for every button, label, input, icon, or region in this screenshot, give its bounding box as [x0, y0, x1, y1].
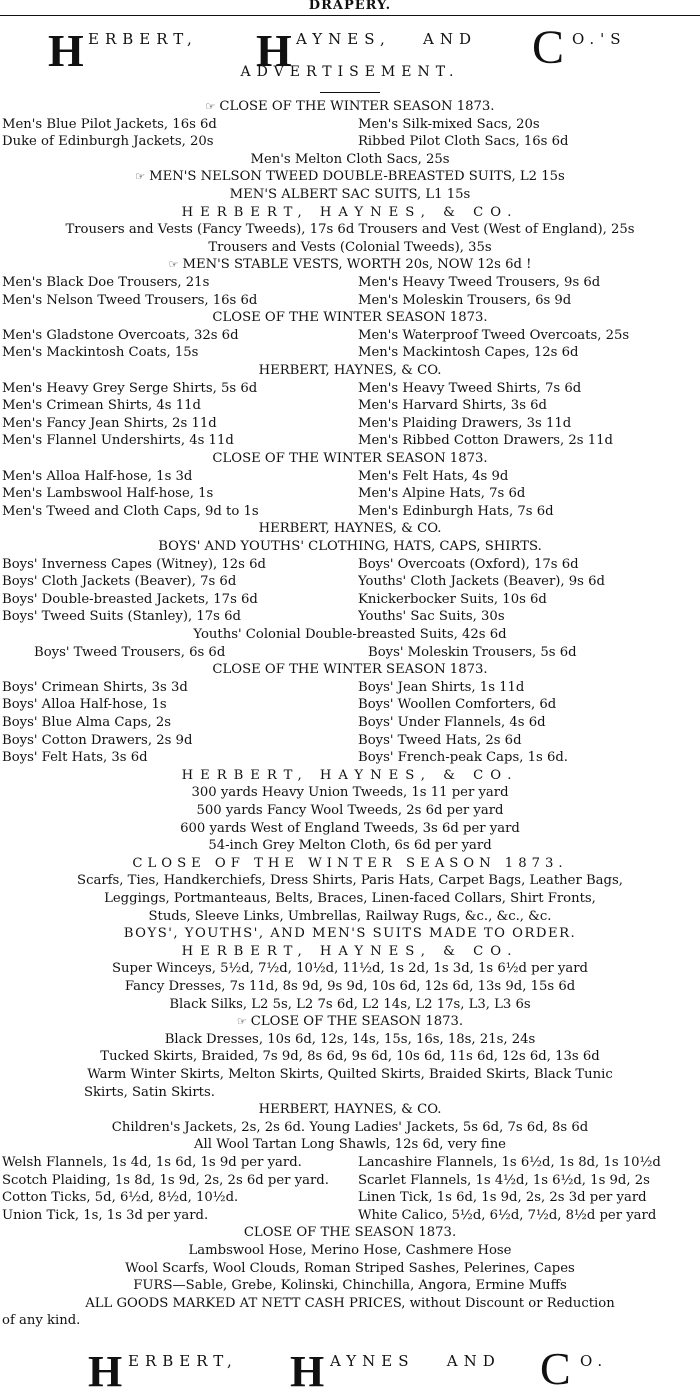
right-column-text: Lancashire Flannels, 1s 6½d, 1s 8d, 1s 10½d: [358, 1155, 661, 1170]
listing-line: [0, 327, 700, 345]
section-heading: DRAPERY.: [308, 0, 392, 13]
listing-line: [0, 696, 700, 714]
listing-line: [0, 749, 700, 767]
centered-text: [0, 996, 700, 1014]
left-column-text: Men's Flannel Undershirts, 4s 11d: [2, 433, 234, 449]
right-column-text: Men's Felt Hats, 4s 9d: [358, 468, 509, 484]
centered-text: [0, 802, 700, 820]
left-column-text: Boys' Double-breasted Jackets, 17s 6d: [2, 591, 258, 607]
line-text: HERBERT, HAYNES, & CO.: [258, 521, 442, 537]
left-column-text: Men's Lambswool Half-hose, 1s: [2, 486, 214, 502]
listing-line: [0, 503, 700, 521]
centered-text: [0, 1136, 700, 1154]
listing-line: [0, 767, 700, 785]
pointing-hand-icon: ☞: [236, 1015, 247, 1029]
centered-text: [0, 1119, 700, 1137]
listing-line: [0, 1224, 700, 1242]
listing-line: [0, 872, 700, 890]
listing-line: [0, 256, 700, 274]
line-text: Studs, Sleeve Links, Umbrellas, Railway Rugs, &c., &c., &c.: [148, 908, 552, 924]
left-column-text: Men's Crimean Shirts, 4s 11d: [2, 398, 201, 414]
line-text: HERBERT, HAYNES, & CO.: [181, 767, 519, 783]
left-column-text: Men's Alloa Half-hose, 1s 3d: [2, 468, 193, 484]
centered-text: [0, 1048, 700, 1066]
listing-line: [0, 1013, 700, 1031]
listing-line: [0, 626, 700, 644]
centered-text: [0, 626, 700, 644]
right-column-text: Men's Alpine Hats, 7s 6d: [358, 486, 526, 502]
right-column-text: Linen Tick, 1s 6d, 1s 9d, 2s, 2s 3d per yard: [358, 1190, 647, 1206]
right-column-text: Youths' Sac Suits, 30s: [358, 609, 505, 625]
line-text: ALL GOODS MARKED AT NETT CASH PRICES, without Discount or Reduction: [85, 1295, 615, 1311]
centered-text: [0, 538, 700, 556]
line-text: HERBERT, HAYNES, & CO.: [181, 943, 519, 959]
listing-line: [0, 679, 700, 697]
listing-line: [0, 485, 700, 503]
listing-line: [0, 380, 700, 398]
right-column-text: White Calico, 5½d, 6½d, 7½d, 8½d per yard: [358, 1207, 657, 1223]
left-column-text: Men's Fancy Jean Shirts, 2s 11d: [2, 415, 217, 431]
masthead-subtitle: ADVERTISEMENT.: [240, 64, 460, 80]
left-column-text: Men's Mackintosh Coats, 15s: [2, 345, 199, 361]
line-text: 500 yards Fancy Wool Tweeds, 2s 6d per yard: [196, 803, 504, 818]
right-column-text: Men's Mackintosh Capes, 12s 6d: [358, 345, 579, 361]
left-column-text: Scotch Plaiding, 1s 8d, 1s 9d, 2s, 2s 6d per yard.: [2, 1172, 329, 1188]
listing-line: [0, 908, 700, 926]
centered-text: [0, 1295, 700, 1313]
listing-line: [0, 978, 700, 996]
centered-text: [0, 450, 700, 468]
centered-text: [0, 1224, 700, 1242]
listing-line: [0, 1242, 700, 1260]
left-column-text: Men's Blue Pilot Jackets, 16s 6d: [2, 116, 217, 132]
line-text: BOYS', YOUTHS', AND MEN'S SUITS MADE TO ORDER.: [123, 926, 577, 942]
footer-word-haynes: AYNES AND: [330, 1352, 501, 1370]
listing-line: [0, 820, 700, 838]
footer-word-herbert: ERBERT,: [128, 1352, 238, 1370]
masthead-initial-h: H: [48, 25, 84, 76]
listing-line: [0, 855, 700, 873]
left-column-text: Union Tick, 1s, 1s 3d per yard.: [2, 1207, 209, 1223]
centered-text: [0, 1242, 700, 1260]
left-column-text: Men's Tweed and Cloth Caps, 9d to 1s: [2, 503, 259, 519]
listing-line: [0, 732, 700, 750]
centered-text: [0, 784, 700, 802]
listing-line: [0, 573, 700, 591]
line-text: Trousers and Vests (Fancy Tweeds), 17s 6d Trousers and Vest (West of England), 25s: [65, 222, 635, 238]
centered-text: [0, 943, 700, 961]
left-column-text: Boys' Inverness Capes (Witney), 12s 6d: [2, 556, 266, 572]
left-column-text: Boys' Tweed Trousers, 6s 6d: [34, 644, 226, 660]
line-text: Scarfs, Ties, Handkerchiefs, Dress Shirts, Paris Hats, Carpet Bags, Leather Bags,: [77, 873, 623, 889]
line-text: HERBERT, HAYNES, & CO.: [181, 204, 519, 220]
line-text: HERBERT, HAYNES, & CO.: [258, 1102, 442, 1118]
left-column-text: Boys' Cloth Jackets (Beaver), 7s 6d: [2, 574, 237, 590]
right-column-text: Knickerbocker Suits, 10s 6d: [358, 591, 547, 607]
masthead-initial-c: C: [532, 21, 565, 74]
listing-line: [0, 98, 700, 116]
centered-text: [0, 925, 700, 943]
listing-line: [0, 837, 700, 855]
listing-line: [0, 714, 700, 732]
centered-text: [0, 1277, 700, 1295]
listing-line: [0, 1277, 700, 1295]
listing-line: [0, 1084, 700, 1102]
line-text: All Wool Tartan Long Shawls, 12s 6d, very fine: [193, 1137, 506, 1153]
line-text: Wool Scarfs, Wool Clouds, Roman Striped Sashes, Pelerines, Capes: [125, 1260, 575, 1276]
right-column-text: Boys' French-peak Caps, 1s 6d.: [358, 750, 568, 766]
listing-line: [0, 1154, 700, 1172]
right-column-text: Boys' Woollen Comforters, 6d: [358, 697, 557, 713]
line-text: Black Silks, L2 5s, L2 7s 6d, L2 14s, L2 17s, L3, L3 6s: [169, 996, 531, 1012]
centered-text: [0, 661, 700, 679]
centered-text: [0, 1101, 700, 1119]
listing-line: [0, 520, 700, 538]
line-text: 600 yards West of England Tweeds, 3s 6d per yard: [180, 820, 520, 836]
pointing-hand-icon: ☞: [205, 100, 216, 113]
pointing-hand-icon: ☞: [135, 170, 146, 184]
masthead-initial-h2: H: [256, 25, 292, 76]
listing-line: [0, 1031, 700, 1049]
listing-line: [0, 432, 700, 450]
subtitle-rule: [320, 92, 380, 93]
masthead-word-herbert: ERBERT,: [88, 30, 198, 48]
centered-text: [0, 309, 700, 327]
footer-initial-h: H: [88, 1347, 123, 1396]
centered-text: [0, 890, 700, 908]
line-text: MEN'S STABLE VESTS, WORTH 20s, NOW 12s 6d !: [182, 257, 532, 273]
line-text: CLOSE OF THE WINTER SEASON 1873.: [219, 99, 495, 114]
listing-line: [0, 1048, 700, 1066]
centered-text: [0, 908, 700, 926]
right-column-text: Men's Moleskin Trousers, 6s 9d: [358, 292, 572, 308]
listing-line: [0, 538, 700, 556]
left-column-text: Boys' Tweed Suits (Stanley), 17s 6d: [2, 609, 241, 625]
right-column-text: Ribbed Pilot Cloth Sacs, 16s 6d: [358, 134, 569, 150]
centered-text: [0, 362, 700, 380]
listing-line: [0, 151, 700, 169]
left-column-text: Cotton Ticks, 5d, 6½d, 8½d, 10½d.: [2, 1190, 239, 1206]
centered-text: [0, 1031, 700, 1049]
line-text: 300 yards Heavy Union Tweeds, 1s 11 per yard: [191, 785, 509, 801]
right-column-text: Boys' Under Flannels, 4s 6d: [358, 715, 546, 730]
centered-text: [0, 1066, 700, 1084]
listing-line: [0, 221, 700, 239]
listing-line: [0, 890, 700, 908]
centered-text: [0, 168, 700, 186]
line-text: HERBERT, HAYNES, & CO.: [258, 363, 442, 378]
listing-line: [0, 608, 700, 626]
centered-text: [0, 978, 700, 996]
left-column-text: Skirts, Satin Skirts.: [84, 1084, 215, 1100]
line-text: FURS—Sable, Grebe, Kolinski, Chinchilla, Angora, Ermine Muffs: [133, 1278, 567, 1294]
listing-line: [0, 450, 700, 468]
line-text: CLOSE OF THE SEASON 1873.: [243, 1225, 457, 1241]
masthead-word-haynes: AYNES, AND: [296, 30, 477, 48]
top-rule: [0, 15, 700, 16]
left-column-text: Duke of Edinburgh Jackets, 20s: [2, 134, 214, 150]
left-column-text: Boys' Cotton Drawers, 2s 9d: [2, 732, 193, 748]
right-column-text: Boys' Tweed Hats, 2s 6d: [358, 732, 522, 748]
line-text: Black Dresses, 10s 6d, 12s, 14s, 15s, 16s, 18s, 21s, 24s: [164, 1031, 536, 1047]
left-column-text: Boys' Blue Alma Caps, 2s: [2, 715, 172, 730]
listing-line: [0, 1101, 700, 1119]
left-column-text: Boys' Crimean Shirts, 3s 3d: [2, 679, 188, 695]
listing-line: [0, 239, 700, 257]
right-column-text: Men's Heavy Tweed Shirts, 7s 6d: [358, 380, 582, 396]
line-text: Children's Jackets, 2s, 2s 6d. Young Ladies' Jackets, 5s 6d, 7s 6d, 8s 6d: [111, 1119, 589, 1135]
right-column-text: Men's Edinburgh Hats, 7s 6d: [358, 503, 554, 519]
listing-line: [0, 1207, 700, 1225]
listing-line: [0, 1295, 700, 1313]
centered-text: [0, 256, 700, 274]
listing-line: [0, 397, 700, 415]
left-column-text: Boys' Felt Hats, 3s 6d: [2, 750, 148, 766]
centered-text: [0, 239, 700, 257]
line-text: Super Winceys, 5½d, 7½d, 10½d, 11½d, 1s 2d, 1s 3d, 1s 6½d per yard: [112, 961, 588, 977]
listing-line: [0, 556, 700, 574]
listing-line: [0, 784, 700, 802]
right-column-text: Youths' Cloth Jackets (Beaver), 9s 6d: [358, 574, 605, 590]
centered-text: [0, 520, 700, 538]
line-text: Leggings, Portmanteaus, Belts, Braces, Linen-faced Collars, Shirt Fronts,: [104, 891, 596, 906]
centered-text: [0, 820, 700, 838]
right-column-text: Men's Ribbed Cotton Drawers, 2s 11d: [358, 433, 613, 449]
line-text: MEN'S ALBERT SAC SUITS, L1 15s: [229, 187, 471, 202]
right-column-text: Men's Waterproof Tweed Overcoats, 25s: [358, 327, 630, 343]
listing-line: [0, 644, 700, 662]
listing-line: [0, 1189, 700, 1207]
centered-text: [0, 221, 700, 239]
listing-line: [0, 1172, 700, 1190]
line-text: Tucked Skirts, Braided, 7s 9d, 8s 6d, 9s 6d, 10s 6d, 11s 6d, 12s 6d, 13s 6d: [100, 1049, 600, 1065]
line-text: Youths' Colonial Double-breasted Suits, 42s 6d: [193, 627, 507, 642]
centered-text: [0, 186, 700, 204]
listing-line: [0, 274, 700, 292]
listing-line: [0, 943, 700, 961]
centered-text: [0, 767, 700, 785]
listing-line: [0, 344, 700, 362]
line-text: Fancy Dresses, 7s 11d, 8s 9d, 9s 9d, 10s 6d, 12s 6d, 13s 9d, 15s 6d: [124, 979, 576, 994]
right-column-text: Boys' Overcoats (Oxford), 17s 6d: [358, 556, 579, 572]
listing-line: [0, 186, 700, 204]
left-column-text: of any kind.: [2, 1313, 81, 1329]
listing-line: [0, 133, 700, 151]
line-text: CLOSE OF THE WINTER SEASON 1873.: [212, 310, 488, 326]
centered-text: [0, 837, 700, 855]
footer-word-co: O.: [580, 1352, 609, 1370]
line-text: MEN'S NELSON TWEED DOUBLE-BREASTED SUITS, L2 15s: [149, 169, 565, 185]
listing-line: [0, 1136, 700, 1154]
line-text: Men's Melton Cloth Sacs, 25s: [250, 151, 450, 167]
left-column-text: Welsh Flannels, 1s 4d, 1s 6d, 1s 9d per yard.: [2, 1155, 302, 1170]
right-column-text: Boys' Jean Shirts, 1s 11d: [358, 679, 525, 695]
right-column-text: Men's Plaiding Drawers, 3s 11d: [358, 415, 572, 431]
footer-initial-c: C: [540, 1343, 571, 1394]
listing-line: [0, 925, 700, 943]
line-text: BOYS' AND YOUTHS' CLOTHING, HATS, CAPS, SHIRTS.: [158, 539, 542, 554]
pointing-hand-icon: ☞: [168, 258, 179, 272]
footer-signature: [0, 1343, 700, 1396]
centered-text: [0, 151, 700, 169]
listing-line: [0, 1260, 700, 1278]
left-column-text: Men's Black Doe Trousers, 21s: [2, 275, 210, 290]
right-column-text: Boys' Moleskin Trousers, 5s 6d: [368, 644, 577, 660]
listing-line: [0, 415, 700, 433]
listing-line: [0, 292, 700, 310]
listing-line: [0, 960, 700, 978]
listing-line: [0, 362, 700, 380]
listing-line: [0, 1119, 700, 1137]
listing-line: [0, 1066, 700, 1084]
listing-line: [0, 661, 700, 679]
centered-text: [0, 872, 700, 890]
masthead: [0, 18, 700, 98]
centered-text: [0, 960, 700, 978]
centered-text: [0, 204, 700, 222]
left-column-text: Men's Gladstone Overcoats, 32s 6d: [2, 327, 239, 343]
listing-line: [0, 996, 700, 1014]
listing-line: [0, 468, 700, 486]
centered-text: [0, 1260, 700, 1278]
right-column-text: Men's Heavy Tweed Trousers, 9s 6d: [358, 275, 601, 290]
line-text: 54-inch Grey Melton Cloth, 6s 6d per yard: [208, 838, 492, 854]
line-text: Trousers and Vests (Colonial Tweeds), 35s: [208, 239, 492, 255]
listing-line: [0, 591, 700, 609]
listing-line: [0, 116, 700, 134]
right-column-text: Men's Silk-mixed Sacs, 20s: [358, 116, 540, 132]
masthead-word-cos: O.'S: [572, 30, 627, 48]
listing-line: [0, 802, 700, 820]
listing-line: [0, 168, 700, 186]
line-text: CLOSE OF THE WINTER SEASON 1873.: [212, 451, 488, 466]
right-column-text: Men's Harvard Shirts, 3s 6d: [358, 398, 547, 414]
listing-line: [0, 309, 700, 327]
centered-text: [0, 855, 700, 873]
right-column-text: Scarlet Flannels, 1s 4½d, 1s 6½d, 1s 9d, 2s: [358, 1172, 650, 1188]
line-text: CLOSE OF THE WINTER SEASON 1873.: [132, 855, 568, 871]
line-text: CLOSE OF THE WINTER SEASON 1873.: [212, 662, 488, 678]
left-column-text: Men's Nelson Tweed Trousers, 16s 6d: [2, 292, 258, 308]
line-text: Lambswool Hose, Merino Hose, Cashmere Hose: [188, 1243, 512, 1258]
line-text: CLOSE OF THE SEASON 1873.: [250, 1014, 464, 1030]
centered-text: [0, 1013, 700, 1031]
centered-text: [0, 98, 700, 116]
listing-line: [0, 1312, 700, 1330]
left-column-text: Boys' Alloa Half-hose, 1s: [2, 697, 167, 713]
left-column-text: Men's Heavy Grey Serge Shirts, 5s 6d: [2, 380, 258, 396]
listing-line: [0, 204, 700, 222]
line-text: Warm Winter Skirts, Melton Skirts, Quilted Skirts, Braided Skirts, Black Tunic: [87, 1067, 613, 1082]
footer-initial-h2: H: [290, 1347, 325, 1396]
